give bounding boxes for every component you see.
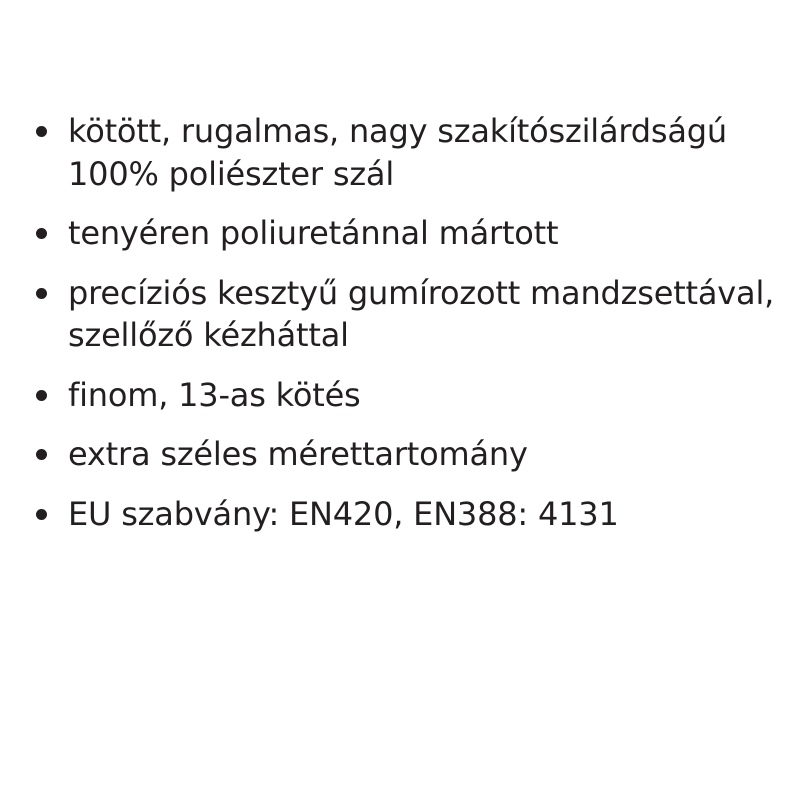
bullet-dot-icon: [36, 449, 47, 460]
list-item-label: extra széles mérettartomány: [68, 435, 528, 474]
bullet-dot-icon: [36, 228, 47, 239]
list-item: [22, 212, 790, 255]
list-item-label: tenyéren poliuretánnal mártott: [68, 214, 559, 253]
list-item: [22, 374, 790, 417]
list-item-label: precíziós kesztyű gumírozott mandzsettával, szellőző kézháttal: [68, 273, 775, 355]
bullet-dot-icon: [36, 390, 47, 401]
list-item: [22, 433, 790, 476]
list-item-label: kötött, rugalmas, nagy szakítószilárdságú 100% poliészter szál: [68, 112, 727, 193]
list-item: [22, 110, 790, 195]
feature-list: [22, 110, 790, 535]
list-item: [22, 272, 790, 357]
list-item-label: EU szabvány: EN420, EN388: 4131: [68, 494, 619, 533]
list-item-label: finom, 13-as kötés: [68, 375, 361, 414]
bullet-dot-icon: [36, 126, 47, 137]
bullet-dot-icon: [36, 509, 47, 520]
bullet-dot-icon: [36, 288, 47, 299]
list-item: [22, 493, 790, 536]
